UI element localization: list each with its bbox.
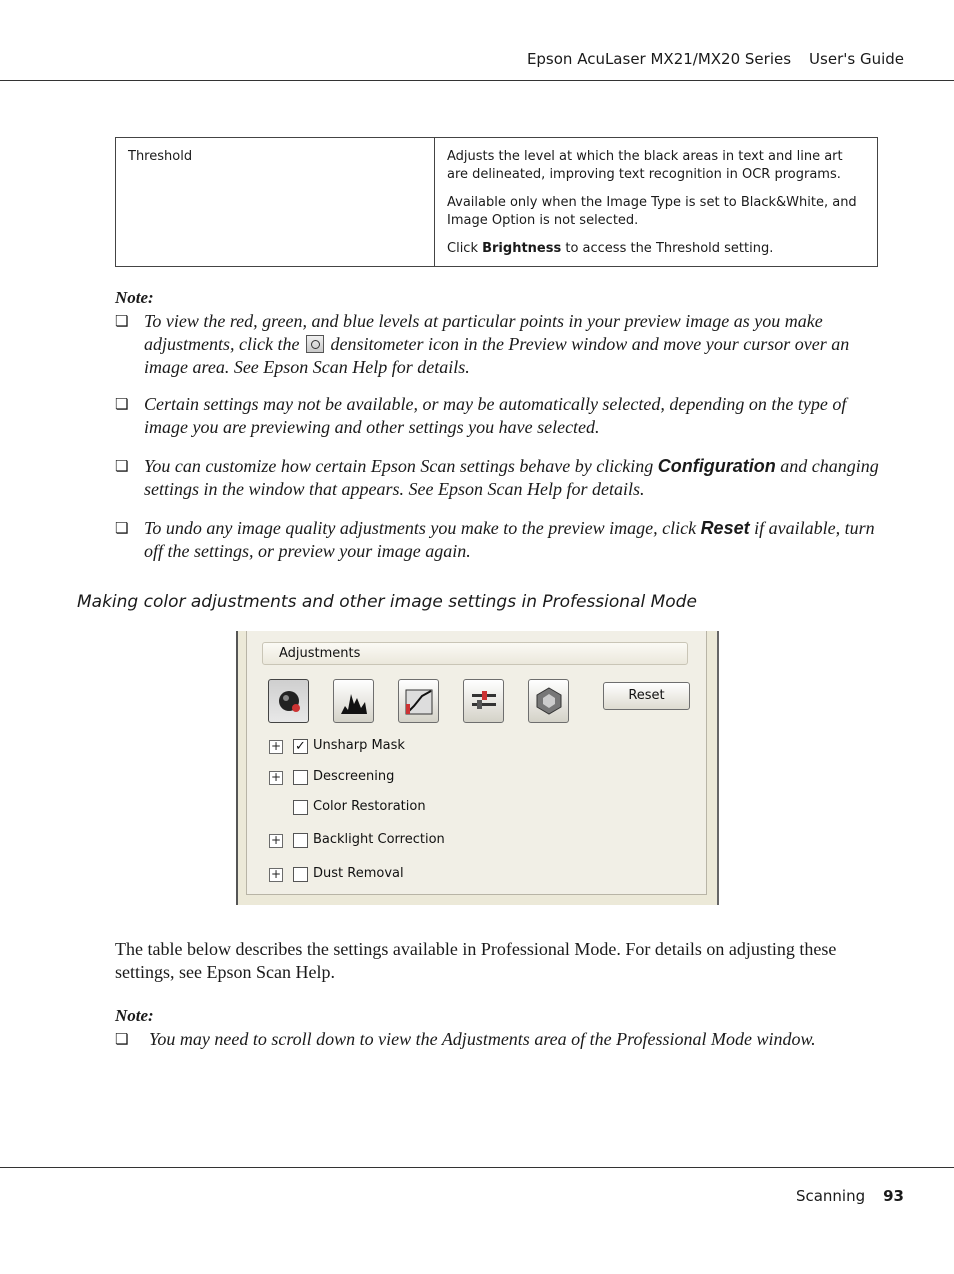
expand-icon[interactable]: + xyxy=(270,739,282,753)
option-label: Descreening xyxy=(313,769,395,784)
body-paragraph: The table below describes the settings available in Professional Mode. For details on adjusting these settings, see Epson Scan Help. xyxy=(115,939,837,982)
reset-button[interactable]: Reset xyxy=(603,682,690,710)
bullet-text: You can customize how certain Epson Scan settings behave by clicking xyxy=(144,456,658,476)
auto-exposure-button[interactable] xyxy=(268,679,309,723)
color-palette-icon xyxy=(534,686,564,716)
auto-exposure-icon xyxy=(274,686,304,716)
densitometer-icon xyxy=(306,335,324,353)
adjustments-panel xyxy=(246,631,707,895)
description-text: to access the Threshold setting. xyxy=(561,241,774,256)
option-label: Dust Removal xyxy=(313,866,404,881)
option-label: Unsharp Mask xyxy=(313,738,405,753)
sliders-icon xyxy=(469,686,499,716)
bullet-text: Certain settings may not be available, or may be automatically selected, depending on the type of image you are previewing and other settings you have selected. xyxy=(144,394,847,437)
descreening-checkbox[interactable] xyxy=(293,770,308,785)
note-bullet xyxy=(115,517,879,563)
table-row xyxy=(116,138,878,267)
adjustments-screenshot xyxy=(236,631,719,905)
footer-divider xyxy=(0,1167,954,1168)
header-divider xyxy=(0,80,954,81)
section-subheading: Making color adjustments and other image settings in Professional Mode xyxy=(77,592,697,612)
expand-icon[interactable]: + xyxy=(270,770,282,784)
backlight-correction-checkbox[interactable] xyxy=(293,833,308,848)
expand-icon[interactable]: + xyxy=(270,833,282,847)
option-label: Color Restoration xyxy=(313,799,426,814)
description-line xyxy=(447,240,865,258)
histogram-button[interactable] xyxy=(333,679,374,723)
note-bullet xyxy=(115,393,879,439)
bullet-text: if available, turn off the settings, or preview your image again. xyxy=(144,518,875,561)
color-palette-button[interactable] xyxy=(528,679,569,723)
bullet-text: To undo any image quality adjustments you make to the preview image, click xyxy=(144,518,701,538)
bullet-text: and changing settings in the window that appears. See Epson Scan Help for details. xyxy=(144,456,879,499)
bullet-text: You may need to scroll down to view the Adjustments area of the Professional Mode window. xyxy=(149,1029,816,1049)
bullet-box-icon: ❏ xyxy=(115,457,129,475)
reset-label: Reset xyxy=(700,518,750,538)
histogram-icon xyxy=(339,686,369,716)
description-text: Click xyxy=(447,241,483,256)
bullet-box-icon: ❏ xyxy=(115,519,129,537)
adjustments-title: Adjustments xyxy=(262,642,688,665)
bullet-box-icon: ❏ xyxy=(115,312,129,330)
setting-description-cell xyxy=(435,138,878,267)
configuration-label: Configuration xyxy=(657,456,776,476)
unsharp-mask-checkbox[interactable]: ✓ xyxy=(293,739,308,754)
description-line: Adjusts the level at which the black areas in text and line art are delineated, improving text recognition in OCR programs. xyxy=(447,149,843,182)
color-restoration-checkbox[interactable] xyxy=(293,800,308,815)
note-label: Note: xyxy=(115,288,154,307)
running-header xyxy=(527,50,904,68)
bullet-box-icon: ❏ xyxy=(115,395,129,413)
expand-icon[interactable]: + xyxy=(270,867,282,881)
note-label: Note: xyxy=(115,1006,154,1025)
dust-removal-checkbox[interactable] xyxy=(293,867,308,882)
note-bullet xyxy=(115,310,879,379)
header-product: Epson AcuLaser MX21/MX20 Series xyxy=(526,50,792,68)
setting-name-cell: Threshold xyxy=(116,138,435,267)
note-bullet xyxy=(115,1028,879,1051)
settings-table xyxy=(115,137,878,267)
running-footer xyxy=(796,1187,904,1205)
bullet-text: To view the red, green, and blue levels at particular points in your preview image as you make adjustments, click the xyxy=(144,311,823,354)
bullet-text: densitometer icon in the Preview window and move your cursor over an image area. See Epson Scan Help for details. xyxy=(144,334,850,377)
description-line: Available only when the Image Type is set to Black&White, and Image Option is not selected. xyxy=(447,195,857,228)
bullet-box-icon: ❏ xyxy=(115,1030,129,1048)
tone-correction-button[interactable] xyxy=(398,679,439,723)
note-bullet xyxy=(115,455,879,501)
footer-section: Scanning xyxy=(795,1187,866,1205)
tone-curve-icon xyxy=(404,686,434,716)
brightness-label: Brightness xyxy=(482,241,562,256)
image-adjustment-button[interactable] xyxy=(463,679,504,723)
page-number: 93 xyxy=(883,1187,904,1205)
option-label: Backlight Correction xyxy=(313,832,445,847)
header-guide: User's Guide xyxy=(809,50,904,68)
